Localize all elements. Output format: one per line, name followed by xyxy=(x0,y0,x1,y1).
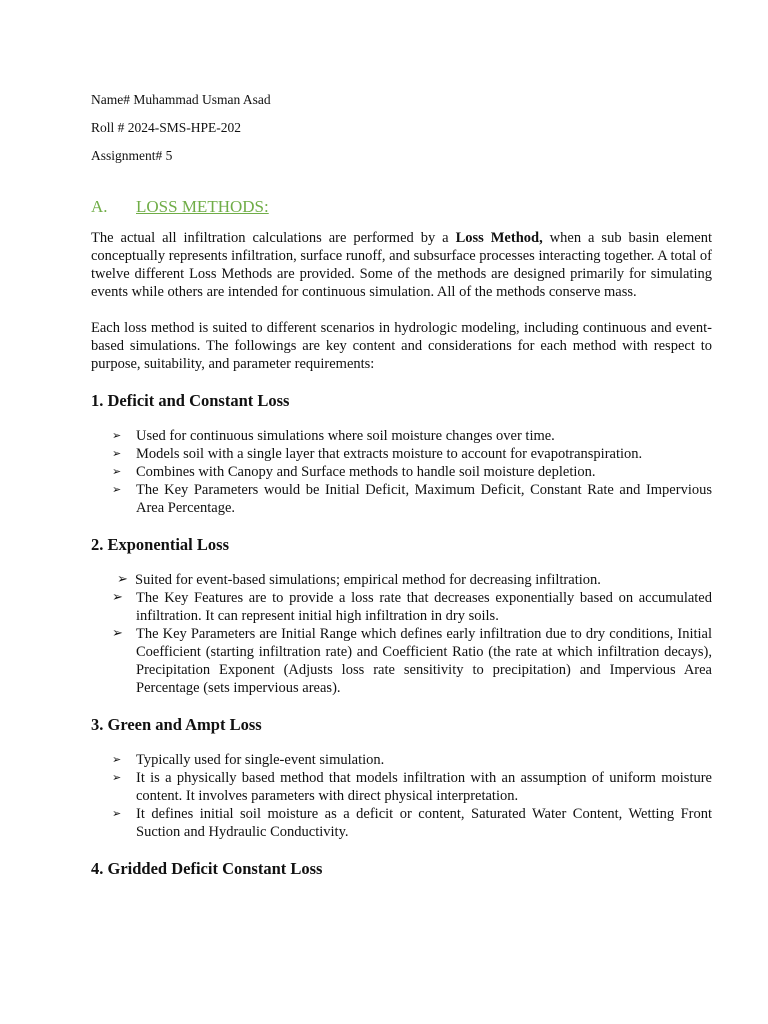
arrow-bullet-icon: ➢ xyxy=(112,483,122,496)
intro-text-start: The actual all infiltration calculations are performed by a xyxy=(91,230,456,246)
method-1-bullet-list xyxy=(91,427,712,517)
section-heading xyxy=(91,197,712,217)
method-2-bullet-list xyxy=(91,571,712,697)
list-item xyxy=(91,751,712,769)
method-heading-4: 4. Gridded Deficit Constant Loss xyxy=(91,859,323,878)
list-item xyxy=(91,589,712,625)
arrow-bullet-icon: ➢ xyxy=(117,572,128,587)
arrow-bullet-icon: ➢ xyxy=(112,429,122,442)
list-item xyxy=(91,769,712,805)
list-item xyxy=(91,445,712,463)
method-heading-1: 1. Deficit and Constant Loss xyxy=(91,391,290,410)
assignment-number: Assignment# 5 xyxy=(91,148,173,163)
bullet-text: It defines initial soil moisture as a deficit or content, Saturated Water Content, Wetting Front Suction and Hydraulic Conductivity. xyxy=(136,806,712,840)
bullet-text: Suited for event-based simulations; empirical method for decreasing infiltration. xyxy=(135,572,601,588)
document-page xyxy=(91,92,712,895)
list-item xyxy=(91,463,712,481)
bullet-text: Typically used for single-event simulation. xyxy=(136,752,385,768)
arrow-bullet-icon: ➢ xyxy=(112,626,123,641)
bullet-text: Combines with Canopy and Surface methods to handle soil moisture depletion. xyxy=(136,464,596,480)
method-heading-2: 2. Exponential Loss xyxy=(91,535,229,554)
list-item xyxy=(91,805,712,841)
roll-number: Roll # 2024-SMS-HPE-202 xyxy=(91,120,242,135)
section-title: LOSS METHODS: xyxy=(136,197,269,216)
list-item xyxy=(91,625,712,697)
list-item xyxy=(91,427,712,445)
list-item xyxy=(91,481,712,517)
bullet-text: It is a physically based method that models infiltration with an assumption of uniform moisture content. It involves parameters with direct physical interpretation. xyxy=(136,770,712,804)
bullet-text: Used for continuous simulations where soil moisture changes over time. xyxy=(136,428,555,444)
bullet-text: The Key Parameters are Initial Range which defines early infiltration due to dry conditions, Initial Coefficient (starting infiltration rate) and Coefficient Ratio (the rate at which infiltration decays), Precipitation Exponent (Adjusts loss rate sensitivity to precipitation) and Impervious Area Percentage (sets impervious areas). xyxy=(136,626,712,696)
intro-bold-term: Loss Method, xyxy=(455,230,543,246)
intro-paragraph-1 xyxy=(91,229,712,301)
bullet-text: Models soil with a single layer that extracts moisture to account for evapotranspiration. xyxy=(136,446,643,462)
bullet-text: The Key Parameters would be Initial Deficit, Maximum Deficit, Constant Rate and Impervious Area Percentage. xyxy=(136,482,712,516)
method-3-bullet-list xyxy=(91,751,712,841)
arrow-bullet-icon: ➢ xyxy=(112,807,122,820)
arrow-bullet-icon: ➢ xyxy=(112,771,122,784)
list-item xyxy=(91,571,712,589)
bullet-text: The Key Features are to provide a loss rate that decreases exponentially based on accumulated infiltration. It can represent initial high infiltration in dry soils. xyxy=(136,590,712,624)
intro-text-end: when a sub basin element conceptually represents infiltration, surface runoff, and subsurface processes interacting together. A total of twelve different Loss Methods are provided. Some of the methods are designed primarily for simulating events while others are intended for continuous simulation. All of the methods conserve mass. xyxy=(91,230,713,300)
arrow-bullet-icon: ➢ xyxy=(112,447,122,460)
intro-paragraph-2: Each loss method is suited to different scenarios in hydrologic modeling, including continuous and event-based simulations. The followings are key content and considerations for each method with respect to purpose, suitability, and parameter requirements: xyxy=(91,320,712,372)
method-heading-3: 3. Green and Ampt Loss xyxy=(91,715,262,734)
student-name: Name# Muhammad Usman Asad xyxy=(91,92,271,107)
arrow-bullet-icon: ➢ xyxy=(112,465,122,478)
arrow-bullet-icon: ➢ xyxy=(112,590,123,605)
arrow-bullet-icon: ➢ xyxy=(112,753,122,766)
section-letter: A. xyxy=(91,197,108,216)
